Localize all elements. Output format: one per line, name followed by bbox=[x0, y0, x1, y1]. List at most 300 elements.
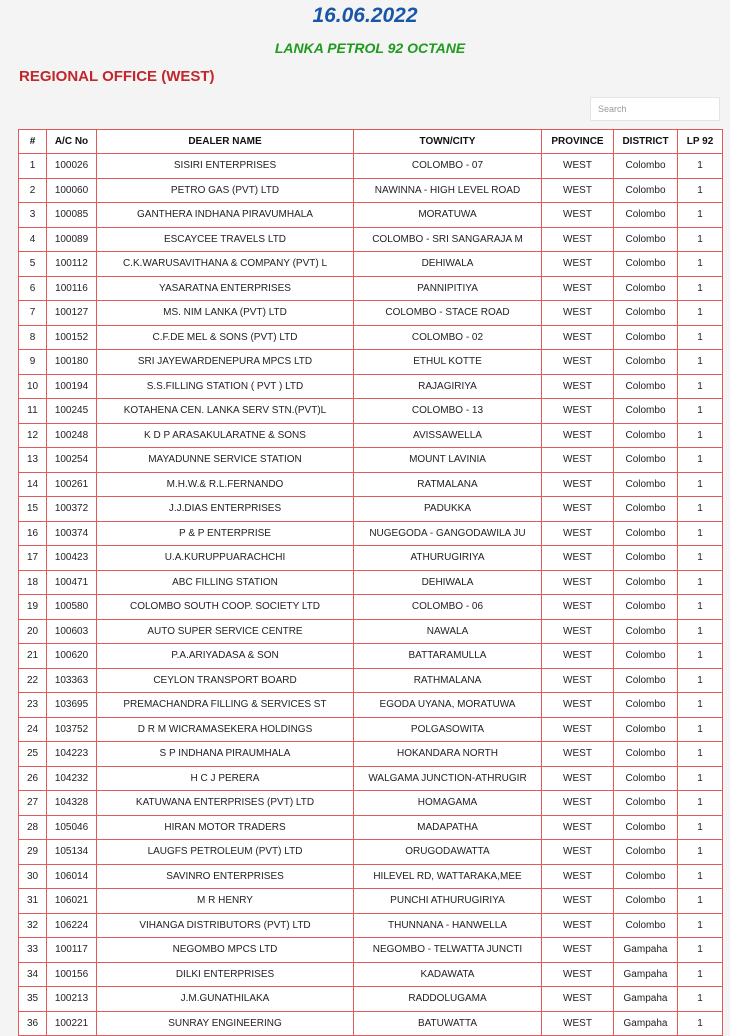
col-town-city-cell: RATHMALANA bbox=[354, 668, 542, 693]
col-lp92-cell: 1 bbox=[678, 864, 723, 889]
col-dealer-name-cell: HIRAN MOTOR TRADERS bbox=[97, 815, 354, 840]
table-row bbox=[19, 693, 723, 718]
col-dealer-name-cell: C.F.DE MEL & SONS (PVT) LTD bbox=[97, 325, 354, 350]
table-row bbox=[19, 154, 723, 179]
col-dealer-name-cell: COLOMBO SOUTH COOP. SOCIETY LTD bbox=[97, 595, 354, 620]
table-row bbox=[19, 913, 723, 938]
col-index-cell: 34 bbox=[19, 962, 47, 987]
dealer-table-container bbox=[18, 129, 722, 1036]
col-dealer-name-cell: M R HENRY bbox=[97, 889, 354, 914]
col-town-city-cell: MOUNT LAVINIA bbox=[354, 448, 542, 473]
col-account-no-cell: 105134 bbox=[47, 840, 97, 865]
col-district-cell: Colombo bbox=[614, 668, 678, 693]
table-row bbox=[19, 423, 723, 448]
table-row bbox=[19, 203, 723, 228]
col-district-cell: Gampaha bbox=[614, 938, 678, 963]
col-province-cell: WEST bbox=[542, 1011, 614, 1036]
col-lp92-cell: 1 bbox=[678, 570, 723, 595]
col-town-city-cell: WALGAMA JUNCTION-ATHRUGIR bbox=[354, 766, 542, 791]
table-row bbox=[19, 766, 723, 791]
col-index-cell: 8 bbox=[19, 325, 47, 350]
col-town-city-cell: ATHURUGIRIYA bbox=[354, 546, 542, 571]
col-lp92-cell: 1 bbox=[678, 154, 723, 179]
col-province-cell: WEST bbox=[542, 693, 614, 718]
col-district-cell: Colombo bbox=[614, 423, 678, 448]
col-dealer-name-cell: GANTHERA INDHANA PIRAVUMHALA bbox=[97, 203, 354, 228]
table-row bbox=[19, 1011, 723, 1036]
col-district-cell: Colombo bbox=[614, 154, 678, 179]
col-district-cell: Colombo bbox=[614, 350, 678, 375]
col-district-cell: Colombo bbox=[614, 791, 678, 816]
col-index-cell: 9 bbox=[19, 350, 47, 375]
col-account-no-cell: 100580 bbox=[47, 595, 97, 620]
col-lp92-cell: 1 bbox=[678, 1011, 723, 1036]
col-district-cell: Colombo bbox=[614, 570, 678, 595]
col-town-city-cell: BATTARAMULLA bbox=[354, 644, 542, 669]
col-index-cell: 30 bbox=[19, 864, 47, 889]
table-row bbox=[19, 619, 723, 644]
col-province-cell: WEST bbox=[542, 840, 614, 865]
col-index-cell: 22 bbox=[19, 668, 47, 693]
col-town-city-cell: EGODA UYANA, MORATUWA bbox=[354, 693, 542, 718]
table-row bbox=[19, 497, 723, 522]
col-province-cell: WEST bbox=[542, 938, 614, 963]
col-lp92-cell: 1 bbox=[678, 644, 723, 669]
product-title: LANKA PETROL 92 OCTANE bbox=[274, 40, 466, 56]
col-district-cell: Colombo bbox=[614, 815, 678, 840]
table-body bbox=[19, 154, 723, 1036]
col-account-no-cell: 103695 bbox=[47, 693, 97, 718]
col-town-city-cell: COLOMBO - STACE ROAD bbox=[354, 301, 542, 326]
col-town-city-cell: COLOMBO - 07 bbox=[354, 154, 542, 179]
col-lp92-cell: 1 bbox=[678, 203, 723, 228]
col-district-cell: Colombo bbox=[614, 252, 678, 277]
col-dealer-name-cell: CEYLON TRANSPORT BOARD bbox=[97, 668, 354, 693]
col-dealer-name-cell: M.H.W.& R.L.FERNANDO bbox=[97, 472, 354, 497]
col-dealer-name-cell: P & P ENTERPRISE bbox=[97, 521, 354, 546]
col-lp92-cell: 1 bbox=[678, 619, 723, 644]
col-lp92-cell: 1 bbox=[678, 448, 723, 473]
col-lp92-cell: 1 bbox=[678, 717, 723, 742]
col-account-no-cell: 100245 bbox=[47, 399, 97, 424]
col-index-cell: 5 bbox=[19, 252, 47, 277]
col-district-cell: Colombo bbox=[614, 472, 678, 497]
col-lp92-cell: 1 bbox=[678, 374, 723, 399]
col-town-city-cell: HOKANDARA NORTH bbox=[354, 742, 542, 767]
col-town-city-cell: NEGOMBO - TELWATTA JUNCTI bbox=[354, 938, 542, 963]
col-account-no-cell: 100620 bbox=[47, 644, 97, 669]
col-district-cell: Colombo bbox=[614, 864, 678, 889]
col-province-cell: WEST bbox=[542, 423, 614, 448]
col-dealer-name-cell: DILKI ENTERPRISES bbox=[97, 962, 354, 987]
col-dealer-name-cell: LAUGFS PETROLEUM (PVT) LTD bbox=[97, 840, 354, 865]
table-row bbox=[19, 987, 723, 1012]
col-town-city-cell: COLOMBO - 02 bbox=[354, 325, 542, 350]
col-district-header[interactable]: DISTRICT bbox=[614, 130, 678, 154]
col-account-no-cell: 100127 bbox=[47, 301, 97, 326]
col-account-no-cell: 100089 bbox=[47, 227, 97, 252]
col-account-no-cell: 100372 bbox=[47, 497, 97, 522]
col-dealer-name-cell: C.K.WARUSAVITHANA & COMPANY (PVT) L bbox=[97, 252, 354, 277]
col-lp92-cell: 1 bbox=[678, 913, 723, 938]
col-province-cell: WEST bbox=[542, 815, 614, 840]
col-dealer-name-cell: ABC FILLING STATION bbox=[97, 570, 354, 595]
table-row bbox=[19, 546, 723, 571]
table-row bbox=[19, 276, 723, 301]
col-dealer-name-cell: NEGOMBO MPCS LTD bbox=[97, 938, 354, 963]
col-account-no-cell: 104232 bbox=[47, 766, 97, 791]
col-index-cell: 2 bbox=[19, 178, 47, 203]
table-row bbox=[19, 374, 723, 399]
col-index-cell: 3 bbox=[19, 203, 47, 228]
col-town-city-cell: MADAPATHA bbox=[354, 815, 542, 840]
col-account-no-cell: 104328 bbox=[47, 791, 97, 816]
col-district-cell: Colombo bbox=[614, 619, 678, 644]
col-province-cell: WEST bbox=[542, 521, 614, 546]
col-district-cell: Colombo bbox=[614, 717, 678, 742]
col-account-no-cell: 100254 bbox=[47, 448, 97, 473]
col-dealer-name-cell: H C J PERERA bbox=[97, 766, 354, 791]
col-town-city-header[interactable]: TOWN/CITY bbox=[354, 130, 542, 154]
col-lp92-cell: 1 bbox=[678, 350, 723, 375]
table-row bbox=[19, 962, 723, 987]
col-province-cell: WEST bbox=[542, 178, 614, 203]
col-dealer-name-cell: J.M.GUNATHILAKA bbox=[97, 987, 354, 1012]
col-index-cell: 36 bbox=[19, 1011, 47, 1036]
col-lp92-cell: 1 bbox=[678, 668, 723, 693]
col-lp92-cell: 1 bbox=[678, 178, 723, 203]
col-lp92-cell: 1 bbox=[678, 889, 723, 914]
col-district-cell: Colombo bbox=[614, 203, 678, 228]
col-town-city-cell: PUNCHI ATHURUGIRIYA bbox=[354, 889, 542, 914]
col-province-cell: WEST bbox=[542, 325, 614, 350]
col-town-city-cell: MORATUWA bbox=[354, 203, 542, 228]
col-province-cell: WEST bbox=[542, 717, 614, 742]
col-lp92-cell: 1 bbox=[678, 399, 723, 424]
col-town-city-cell: COLOMBO - SRI SANGARAJA M bbox=[354, 227, 542, 252]
col-dealer-name-cell: SUNRAY ENGINEERING bbox=[97, 1011, 354, 1036]
col-district-cell: Colombo bbox=[614, 227, 678, 252]
col-lp92-cell: 1 bbox=[678, 815, 723, 840]
col-province-cell: WEST bbox=[542, 227, 614, 252]
col-district-cell: Colombo bbox=[614, 521, 678, 546]
col-lp92-cell: 1 bbox=[678, 546, 723, 571]
col-province-cell: WEST bbox=[542, 864, 614, 889]
table-row bbox=[19, 178, 723, 203]
col-town-city-cell: KADAWATA bbox=[354, 962, 542, 987]
col-account-no-cell: 103752 bbox=[47, 717, 97, 742]
col-dealer-name-cell: MAYADUNNE SERVICE STATION bbox=[97, 448, 354, 473]
col-account-no-cell: 106224 bbox=[47, 913, 97, 938]
col-province-cell: WEST bbox=[542, 742, 614, 767]
col-lp92-cell: 1 bbox=[678, 693, 723, 718]
col-dealer-name-cell: KOTAHENA CEN. LANKA SERV STN.(PVT)L bbox=[97, 399, 354, 424]
col-index-header[interactable]: # bbox=[19, 130, 47, 154]
col-index-cell: 25 bbox=[19, 742, 47, 767]
col-index-cell: 13 bbox=[19, 448, 47, 473]
col-province-cell: WEST bbox=[542, 472, 614, 497]
col-index-cell: 10 bbox=[19, 374, 47, 399]
col-dealer-name-cell: U.A.KURUPPUARACHCHI bbox=[97, 546, 354, 571]
col-province-cell: WEST bbox=[542, 399, 614, 424]
col-account-no-cell: 100248 bbox=[47, 423, 97, 448]
col-dealer-name-cell: MS. NIM LANKA (PVT) LTD bbox=[97, 301, 354, 326]
col-district-cell: Colombo bbox=[614, 497, 678, 522]
col-dealer-name-cell: ESCAYCEE TRAVELS LTD bbox=[97, 227, 354, 252]
col-dealer-name-cell: S.S.FILLING STATION ( PVT ) LTD bbox=[97, 374, 354, 399]
dealer-table bbox=[18, 129, 723, 1036]
col-town-city-cell: AVISSAWELLA bbox=[354, 423, 542, 448]
col-index-cell: 31 bbox=[19, 889, 47, 914]
col-lp92-cell: 1 bbox=[678, 423, 723, 448]
region-heading: REGIONAL OFFICE (WEST) bbox=[19, 68, 215, 85]
col-town-city-cell: BATUWATTA bbox=[354, 1011, 542, 1036]
table-row bbox=[19, 717, 723, 742]
col-account-no-cell: 100471 bbox=[47, 570, 97, 595]
col-town-city-cell: THUNNANA - HANWELLA bbox=[354, 913, 542, 938]
table-row bbox=[19, 889, 723, 914]
table-row bbox=[19, 644, 723, 669]
col-province-cell: WEST bbox=[542, 962, 614, 987]
table-row bbox=[19, 742, 723, 767]
table-row bbox=[19, 521, 723, 546]
table-row bbox=[19, 472, 723, 497]
col-account-no-cell: 100180 bbox=[47, 350, 97, 375]
col-town-city-cell: HOMAGAMA bbox=[354, 791, 542, 816]
col-lp92-cell: 1 bbox=[678, 252, 723, 277]
table-row bbox=[19, 595, 723, 620]
col-province-cell: WEST bbox=[542, 889, 614, 914]
col-province-cell: WEST bbox=[542, 766, 614, 791]
col-dealer-name-cell: YASARATNA ENTERPRISES bbox=[97, 276, 354, 301]
col-index-cell: 1 bbox=[19, 154, 47, 179]
col-district-cell: Colombo bbox=[614, 595, 678, 620]
col-district-cell: Gampaha bbox=[614, 962, 678, 987]
col-lp92-cell: 1 bbox=[678, 595, 723, 620]
col-district-cell: Colombo bbox=[614, 693, 678, 718]
col-account-no-cell: 100603 bbox=[47, 619, 97, 644]
table-row bbox=[19, 570, 723, 595]
table-header-row bbox=[19, 130, 723, 154]
col-dealer-name-header[interactable]: DEALER NAME bbox=[97, 130, 354, 154]
col-index-cell: 18 bbox=[19, 570, 47, 595]
search-input[interactable] bbox=[590, 97, 720, 121]
col-dealer-name-cell: KATUWANA ENTERPRISES (PVT) LTD bbox=[97, 791, 354, 816]
col-account-no-cell: 100261 bbox=[47, 472, 97, 497]
col-account-no-cell: 100221 bbox=[47, 1011, 97, 1036]
col-index-cell: 32 bbox=[19, 913, 47, 938]
col-province-cell: WEST bbox=[542, 987, 614, 1012]
table-row bbox=[19, 227, 723, 252]
col-account-no-cell: 100116 bbox=[47, 276, 97, 301]
col-dealer-name-cell: SISIRI ENTERPRISES bbox=[97, 154, 354, 179]
col-dealer-name-cell: S P INDHANA PIRAUMHALA bbox=[97, 742, 354, 767]
col-account-no-cell: 106021 bbox=[47, 889, 97, 914]
col-index-cell: 12 bbox=[19, 423, 47, 448]
col-index-cell: 4 bbox=[19, 227, 47, 252]
col-town-city-cell: RAJAGIRIYA bbox=[354, 374, 542, 399]
col-town-city-cell: ETHUL KOTTE bbox=[354, 350, 542, 375]
col-province-cell: WEST bbox=[542, 350, 614, 375]
col-province-cell: WEST bbox=[542, 546, 614, 571]
table-row bbox=[19, 325, 723, 350]
col-lp92-header[interactable]: LP 92 bbox=[678, 130, 723, 154]
col-district-cell: Gampaha bbox=[614, 987, 678, 1012]
col-town-city-cell: POLGASOWITA bbox=[354, 717, 542, 742]
col-lp92-cell: 1 bbox=[678, 938, 723, 963]
col-index-cell: 19 bbox=[19, 595, 47, 620]
col-account-no-cell: 100112 bbox=[47, 252, 97, 277]
report-date: 16.06.2022 bbox=[312, 4, 418, 27]
col-province-cell: WEST bbox=[542, 668, 614, 693]
col-district-cell: Colombo bbox=[614, 325, 678, 350]
col-district-cell: Colombo bbox=[614, 889, 678, 914]
col-index-cell: 11 bbox=[19, 399, 47, 424]
col-dealer-name-cell: SAVINRO ENTERPRISES bbox=[97, 864, 354, 889]
table-row bbox=[19, 350, 723, 375]
col-province-cell: WEST bbox=[542, 154, 614, 179]
col-district-cell: Colombo bbox=[614, 742, 678, 767]
table-row bbox=[19, 840, 723, 865]
col-district-cell: Colombo bbox=[614, 178, 678, 203]
col-index-cell: 16 bbox=[19, 521, 47, 546]
col-dealer-name-cell: K D P ARASAKULARATNE & SONS bbox=[97, 423, 354, 448]
col-province-header[interactable]: PROVINCE bbox=[542, 130, 614, 154]
col-account-no-cell: 105046 bbox=[47, 815, 97, 840]
col-province-cell: WEST bbox=[542, 570, 614, 595]
col-index-cell: 33 bbox=[19, 938, 47, 963]
col-index-cell: 35 bbox=[19, 987, 47, 1012]
col-account-no-cell: 100156 bbox=[47, 962, 97, 987]
col-lp92-cell: 1 bbox=[678, 276, 723, 301]
table-row bbox=[19, 399, 723, 424]
table-row bbox=[19, 791, 723, 816]
table-row bbox=[19, 301, 723, 326]
col-dealer-name-cell: VIHANGA DISTRIBUTORS (PVT) LTD bbox=[97, 913, 354, 938]
col-town-city-cell: NAWINNA - HIGH LEVEL ROAD bbox=[354, 178, 542, 203]
col-account-no-cell: 106014 bbox=[47, 864, 97, 889]
col-town-city-cell: ORUGODAWATTA bbox=[354, 840, 542, 865]
col-lp92-cell: 1 bbox=[678, 840, 723, 865]
col-account-no-header[interactable]: A/C No bbox=[47, 130, 97, 154]
col-province-cell: WEST bbox=[542, 497, 614, 522]
col-town-city-cell: COLOMBO - 06 bbox=[354, 595, 542, 620]
col-province-cell: WEST bbox=[542, 448, 614, 473]
col-dealer-name-cell: D R M WICRAMASEKERA HOLDINGS bbox=[97, 717, 354, 742]
col-index-cell: 21 bbox=[19, 644, 47, 669]
col-town-city-cell: RADDOLUGAMA bbox=[354, 987, 542, 1012]
col-account-no-cell: 104223 bbox=[47, 742, 97, 767]
col-index-cell: 29 bbox=[19, 840, 47, 865]
col-lp92-cell: 1 bbox=[678, 301, 723, 326]
col-dealer-name-cell: PREMACHANDRA FILLING & SERVICES ST bbox=[97, 693, 354, 718]
col-lp92-cell: 1 bbox=[678, 521, 723, 546]
col-lp92-cell: 1 bbox=[678, 742, 723, 767]
col-district-cell: Colombo bbox=[614, 301, 678, 326]
col-index-cell: 15 bbox=[19, 497, 47, 522]
col-dealer-name-cell: P.A.ARIYADASA & SON bbox=[97, 644, 354, 669]
col-account-no-cell: 100194 bbox=[47, 374, 97, 399]
col-province-cell: WEST bbox=[542, 374, 614, 399]
col-account-no-cell: 100152 bbox=[47, 325, 97, 350]
col-lp92-cell: 1 bbox=[678, 497, 723, 522]
col-district-cell: Colombo bbox=[614, 374, 678, 399]
col-district-cell: Colombo bbox=[614, 399, 678, 424]
col-account-no-cell: 103363 bbox=[47, 668, 97, 693]
col-lp92-cell: 1 bbox=[678, 227, 723, 252]
col-lp92-cell: 1 bbox=[678, 962, 723, 987]
col-index-cell: 17 bbox=[19, 546, 47, 571]
col-province-cell: WEST bbox=[542, 252, 614, 277]
col-province-cell: WEST bbox=[542, 913, 614, 938]
col-town-city-cell: HILEVEL RD, WATTARAKA,MEE bbox=[354, 864, 542, 889]
col-index-cell: 20 bbox=[19, 619, 47, 644]
col-account-no-cell: 100374 bbox=[47, 521, 97, 546]
col-index-cell: 14 bbox=[19, 472, 47, 497]
col-dealer-name-cell: SRI JAYEWARDENEPURA MPCS LTD bbox=[97, 350, 354, 375]
col-province-cell: WEST bbox=[542, 595, 614, 620]
col-index-cell: 27 bbox=[19, 791, 47, 816]
col-index-cell: 26 bbox=[19, 766, 47, 791]
col-district-cell: Colombo bbox=[614, 766, 678, 791]
col-district-cell: Colombo bbox=[614, 913, 678, 938]
col-district-cell: Colombo bbox=[614, 546, 678, 571]
col-lp92-cell: 1 bbox=[678, 987, 723, 1012]
col-account-no-cell: 100117 bbox=[47, 938, 97, 963]
col-index-cell: 28 bbox=[19, 815, 47, 840]
col-lp92-cell: 1 bbox=[678, 791, 723, 816]
col-town-city-cell: DEHIWALA bbox=[354, 570, 542, 595]
col-province-cell: WEST bbox=[542, 276, 614, 301]
col-province-cell: WEST bbox=[542, 203, 614, 228]
col-town-city-cell: PANNIPITIYA bbox=[354, 276, 542, 301]
col-index-cell: 23 bbox=[19, 693, 47, 718]
table-row bbox=[19, 668, 723, 693]
col-town-city-cell: RATMALANA bbox=[354, 472, 542, 497]
col-account-no-cell: 100423 bbox=[47, 546, 97, 571]
table-row bbox=[19, 448, 723, 473]
col-account-no-cell: 100026 bbox=[47, 154, 97, 179]
col-lp92-cell: 1 bbox=[678, 325, 723, 350]
col-lp92-cell: 1 bbox=[678, 766, 723, 791]
col-account-no-cell: 100060 bbox=[47, 178, 97, 203]
col-province-cell: WEST bbox=[542, 791, 614, 816]
col-district-cell: Colombo bbox=[614, 276, 678, 301]
col-province-cell: WEST bbox=[542, 301, 614, 326]
col-lp92-cell: 1 bbox=[678, 472, 723, 497]
col-town-city-cell: PADUKKA bbox=[354, 497, 542, 522]
col-index-cell: 7 bbox=[19, 301, 47, 326]
col-district-cell: Colombo bbox=[614, 448, 678, 473]
table-row bbox=[19, 815, 723, 840]
table-row bbox=[19, 864, 723, 889]
table-row bbox=[19, 252, 723, 277]
col-province-cell: WEST bbox=[542, 619, 614, 644]
col-town-city-cell: DEHIWALA bbox=[354, 252, 542, 277]
col-index-cell: 6 bbox=[19, 276, 47, 301]
col-district-cell: Colombo bbox=[614, 644, 678, 669]
col-town-city-cell: NUGEGODA - GANGODAWILA JU bbox=[354, 521, 542, 546]
col-index-cell: 24 bbox=[19, 717, 47, 742]
col-district-cell: Gampaha bbox=[614, 1011, 678, 1036]
col-district-cell: Colombo bbox=[614, 840, 678, 865]
col-dealer-name-cell: PETRO GAS (PVT) LTD bbox=[97, 178, 354, 203]
table-row bbox=[19, 938, 723, 963]
col-account-no-cell: 100213 bbox=[47, 987, 97, 1012]
col-province-cell: WEST bbox=[542, 644, 614, 669]
col-account-no-cell: 100085 bbox=[47, 203, 97, 228]
col-dealer-name-cell: J.J.DIAS ENTERPRISES bbox=[97, 497, 354, 522]
